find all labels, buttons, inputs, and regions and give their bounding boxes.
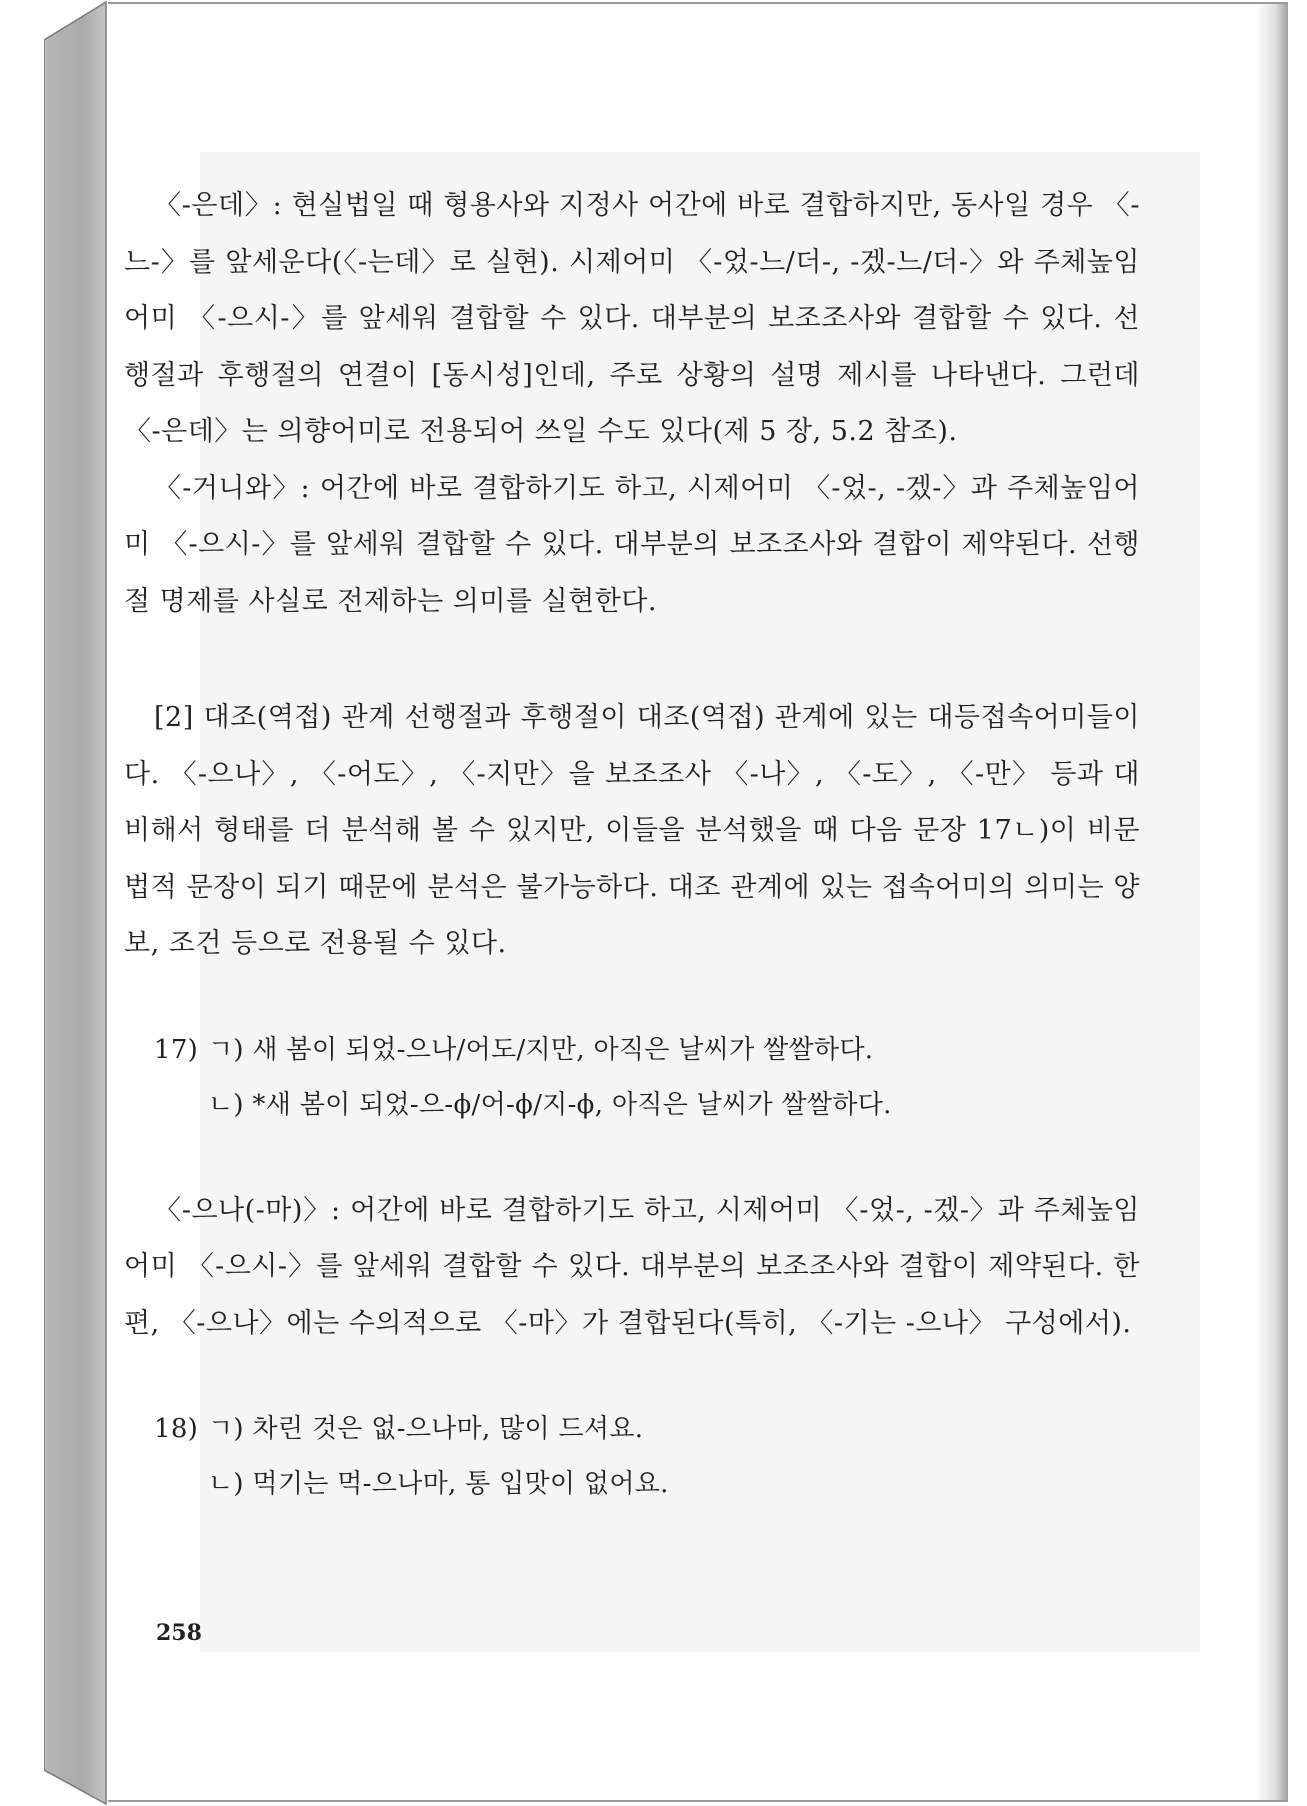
page-number: 258 [156,1620,202,1646]
example-17 [124,1023,1140,1133]
page-edge-shadow [1256,4,1288,1800]
example-18 [124,1402,1140,1512]
example-17-a [124,1023,1140,1078]
page-content [124,178,1140,1512]
example-number: 17) [154,1034,199,1065]
paragraph-eunde: 〈-은데〉: 현실법일 때 형용사와 지정사 어간에 바로 결합하지만, 동사일 경우 〈-느-〉를 앞세운다(〈-는데〉로 실현). 시제어미 〈-었-느/더-, -겠-느/더-〉와 주체높임어미 〈-으시-〉를 앞세워 결합할 수 있다. 대부분의 보조조사와 결합할 수 있다. 선행절과 후행절의 연결이 [동시성]인데, 주로 상황의 설명 제시를 나타낸다. 그런데 〈-은데〉는 의향어미로 전용되어 쓰일 수도 있다(제 5 장, 5.2 참조). [124,190,1140,447]
paragraph-euna-ma: 〈-으나(-마)〉: 어간에 바로 결합하기도 하고, 시제어미 〈-었-, -겠-〉과 주체높임어미 〈-으시-〉를 앞세워 결합할 수 있다. 대부분의 보조조사와 결합이 제약된다. 한편, 〈-으나〉에는 수의적으로 〈-마〉가 결합된다(특히, 〈-기는 -으나〉 구성에서). [124,1194,1140,1339]
example-number: 18) [154,1414,199,1444]
book-spine [44,0,110,1806]
example-line: ㄱ) 차린 것은 없-으나마, 많이 드셔요. [208,1414,644,1444]
section-contrast-relation: [2] 대조(역접) 관계 선행절과 후행절이 대조(역접) 관계에 있는 대등접속어미들이다. 〈-으나〉, 〈-어도〉, 〈-지만〉을 보조조사 〈-나〉, 〈-도〉, 〈-만〉 등과 대비해서 형태를 더 분석해 볼 수 있지만, 이들을 분석했을 때 다음 문장 17ㄴ)이 비문법적 문장이 되기 때문에 분석은 불가능하다. 대조 관계에 있는 접속어미의 의미는 양보, 조건 등으로 전용될 수 있다. [124,702,1140,959]
example-17-b: ㄴ) *새 봄이 되었-으-ϕ/어-ϕ/지-ϕ, 아직은 날씨가 쌀쌀하다. [208,1089,892,1120]
example-18-a [124,1402,1140,1457]
example-line: ㄱ) 새 봄이 되었-으나/어도/지만, 아직은 날씨가 쌀쌀하다. [208,1034,874,1065]
example-18-b: ㄴ) 먹기는 먹-으나마, 통 입맛이 없어요. [208,1469,669,1499]
paragraph-geoniwa: 〈-거니와〉: 어간에 바로 결합하기도 하고, 시제어미 〈-었-, -겠-〉과 주체높임어미 〈-으시-〉를 앞세워 결합할 수 있다. 대부분의 보조조사와 결합이 제약된다. 선행절 명제를 사실로 전제하는 의미를 실현한다. [124,472,1140,617]
